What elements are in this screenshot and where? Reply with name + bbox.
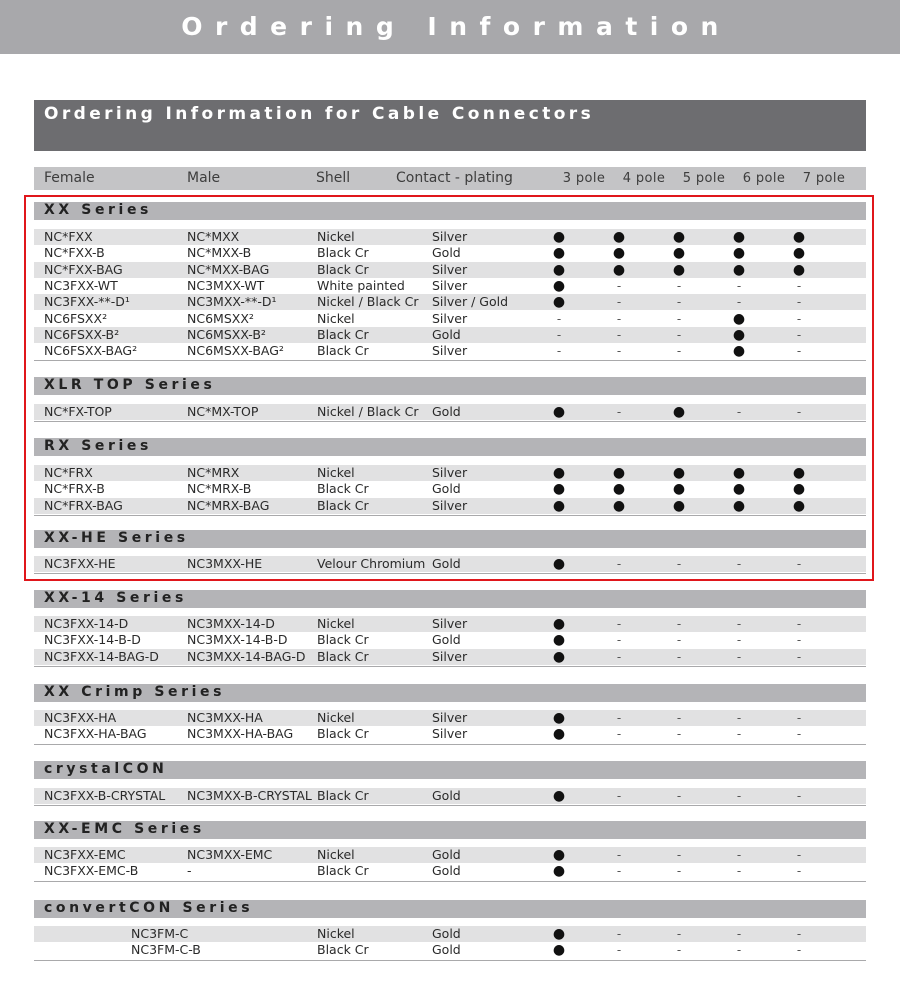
cell-shell: Black Cr bbox=[317, 261, 369, 277]
pole-7-mark: - bbox=[796, 633, 802, 648]
pole-7-mark: - bbox=[796, 344, 802, 359]
pole-3-mark: ● bbox=[552, 616, 566, 632]
section-title-bar bbox=[34, 100, 866, 151]
pole-6-mark: - bbox=[736, 727, 742, 742]
pole-3-mark: ● bbox=[552, 294, 566, 311]
cell-male: NC3MXX-HE bbox=[187, 556, 263, 571]
cell-male: NC3MXX-EMC bbox=[187, 847, 273, 862]
pole-7-mark: - bbox=[796, 557, 802, 571]
pole-6-mark: - bbox=[736, 848, 742, 862]
cell-plating: Gold bbox=[432, 481, 461, 497]
pole-3-mark: ● bbox=[552, 245, 566, 262]
pole-5-mark: - bbox=[676, 943, 682, 958]
pole-7-mark: ● bbox=[792, 481, 806, 498]
cell-shell: Black Cr bbox=[317, 726, 369, 742]
pole-7-mark: ● bbox=[792, 497, 806, 514]
cell-shell: Nickel bbox=[317, 616, 355, 631]
pole-5-mark: - bbox=[676, 633, 682, 648]
cell-plating: Gold bbox=[432, 632, 461, 648]
pole-6-mark: ● bbox=[732, 310, 746, 327]
series-title: RX Series bbox=[44, 438, 152, 454]
cell-female: NC3FXX-14-B-D bbox=[44, 632, 141, 648]
pole-5-mark: - bbox=[676, 311, 682, 326]
pole-7-mark: - bbox=[796, 278, 802, 293]
section-title: Ordering Information for Cable Connectors bbox=[44, 104, 595, 124]
pole-6-mark: ● bbox=[732, 229, 746, 245]
cell-male: NC3MXX-WT bbox=[187, 277, 265, 293]
pole-5-mark: ● bbox=[672, 481, 686, 498]
table-row bbox=[34, 649, 866, 665]
cell-female: NC3FXX-HA-BAG bbox=[44, 726, 147, 742]
col-shell: Shell bbox=[316, 170, 351, 186]
cell-male: NC*MRX-BAG bbox=[187, 497, 270, 513]
pole-6-mark: - bbox=[736, 617, 742, 631]
cell-plating: Silver bbox=[432, 726, 468, 742]
pole-3-mark: ● bbox=[552, 926, 566, 942]
pole-4-mark: - bbox=[616, 727, 622, 742]
pole-3-mark: ● bbox=[552, 726, 566, 743]
pole-3-mark: ● bbox=[552, 710, 566, 726]
table-row bbox=[34, 926, 866, 942]
cell-plating: Gold bbox=[432, 942, 461, 958]
pole-4-mark: - bbox=[616, 848, 622, 862]
pole-3-mark: - bbox=[556, 327, 562, 342]
table-row bbox=[34, 863, 866, 879]
cell-plating: Silver bbox=[432, 497, 468, 513]
pole-7-mark: ● bbox=[792, 229, 806, 245]
cell-shell: Velour Chromium bbox=[317, 556, 426, 571]
cell-male: NC3FM-C bbox=[131, 926, 189, 941]
pole-5-mark: - bbox=[676, 327, 682, 342]
series-header bbox=[34, 761, 866, 779]
pole-6-mark: - bbox=[736, 557, 742, 571]
cell-plating: Silver bbox=[432, 310, 468, 326]
series-title: XX-14 Series bbox=[44, 590, 187, 606]
cell-female: NC3FXX-14-BAG-D bbox=[44, 648, 159, 664]
cell-plating: Silver bbox=[432, 343, 468, 359]
cell-male: NC6MSXX-B² bbox=[187, 326, 266, 342]
cell-plating: Gold bbox=[432, 847, 461, 862]
cell-male: NC*MXX bbox=[187, 229, 240, 244]
pole-6-mark: - bbox=[736, 927, 742, 941]
cell-shell: Black Cr bbox=[317, 632, 369, 648]
pole-6-mark: - bbox=[736, 711, 742, 725]
cell-female: NC3FXX-**-D¹ bbox=[44, 294, 130, 310]
series-header bbox=[34, 590, 866, 608]
pole-7-mark: - bbox=[796, 649, 802, 664]
pole-4-mark: - bbox=[616, 633, 622, 648]
pole-4-mark: - bbox=[616, 864, 622, 879]
cell-female: NC*FXX-B bbox=[44, 245, 105, 261]
pole-4-mark: - bbox=[616, 617, 622, 631]
cell-female: NC3FXX-HE bbox=[44, 556, 116, 571]
series-title: crystalCON bbox=[44, 761, 168, 777]
pole-4-mark: - bbox=[616, 295, 622, 310]
cell-shell: Black Cr bbox=[317, 497, 369, 513]
cell-shell: Black Cr bbox=[317, 942, 369, 958]
pole-5-mark: - bbox=[676, 557, 682, 571]
cell-male: NC3FM-C-B bbox=[131, 942, 201, 958]
col-female: Female bbox=[44, 170, 95, 186]
pole-7-mark: - bbox=[796, 848, 802, 862]
group-divider bbox=[34, 805, 866, 806]
pole-3-mark: ● bbox=[552, 556, 566, 572]
col-4-pole: 4 pole bbox=[622, 171, 666, 186]
cell-shell: Nickel / Black Cr bbox=[317, 404, 419, 419]
cell-shell: Black Cr bbox=[317, 343, 369, 359]
pole-3-mark: ● bbox=[552, 481, 566, 498]
pole-5-mark: - bbox=[676, 617, 682, 631]
pole-5-mark: ● bbox=[672, 497, 686, 514]
cell-male: NC3MXX-14-D bbox=[187, 616, 275, 631]
cell-male: NC6MSXX-BAG² bbox=[187, 343, 284, 359]
table-row bbox=[34, 726, 866, 742]
cell-female: NC*FRX-B bbox=[44, 481, 105, 497]
cell-shell: Nickel bbox=[317, 710, 355, 725]
cell-male: NC6MSXX² bbox=[187, 310, 254, 326]
table-row bbox=[34, 632, 866, 648]
cell-shell: Black Cr bbox=[317, 326, 369, 342]
col-contact-plating: Contact - plating bbox=[396, 170, 513, 186]
cell-female: NC3FXX-EMC-B bbox=[44, 863, 139, 879]
cell-shell: Black Cr bbox=[317, 245, 369, 261]
col-3-pole: 3 pole bbox=[562, 171, 606, 186]
cell-female: NC6FSXX² bbox=[44, 310, 108, 326]
pole-5-mark: - bbox=[676, 295, 682, 310]
cell-plating: Silver bbox=[432, 277, 468, 293]
pole-3-mark: ● bbox=[552, 863, 566, 880]
pole-6-mark: - bbox=[736, 405, 742, 419]
cell-shell: Black Cr bbox=[317, 648, 369, 664]
pole-7-mark: ● bbox=[792, 465, 806, 481]
cell-female: NC3FXX-WT bbox=[44, 277, 118, 293]
group-divider bbox=[34, 881, 866, 882]
pole-4-mark: - bbox=[616, 311, 622, 326]
cell-male: NC3MXX-**-D¹ bbox=[187, 294, 277, 310]
cell-plating: Silver bbox=[432, 648, 468, 664]
pole-5-mark: ● bbox=[672, 245, 686, 262]
col-7-pole: 7 pole bbox=[802, 171, 846, 186]
pole-6-mark: - bbox=[736, 943, 742, 958]
pole-7-mark: - bbox=[796, 943, 802, 958]
cell-female: NC*FXX-BAG bbox=[44, 261, 123, 277]
pole-6-mark: - bbox=[736, 649, 742, 664]
col-6-pole: 6 pole bbox=[742, 171, 786, 186]
pole-5-mark: - bbox=[676, 711, 682, 725]
cell-male: NC3MXX-HA-BAG bbox=[187, 726, 294, 742]
cell-shell: White painted bbox=[317, 277, 405, 293]
pole-3-mark: - bbox=[556, 311, 562, 326]
pole-7-mark: - bbox=[796, 311, 802, 326]
series-header bbox=[34, 684, 866, 702]
table-row bbox=[34, 710, 866, 726]
pole-4-mark: - bbox=[616, 405, 622, 419]
cell-male: NC*MXX-BAG bbox=[187, 261, 270, 277]
cell-male: NC*MX-TOP bbox=[187, 404, 259, 419]
pole-4-mark: - bbox=[616, 943, 622, 958]
pole-7-mark: - bbox=[796, 789, 802, 803]
pole-6-mark: ● bbox=[732, 343, 746, 360]
cell-male: NC3MXX-14-B-D bbox=[187, 632, 288, 648]
cell-male: NC3MXX-B-CRYSTAL bbox=[187, 788, 312, 803]
cell-male: NC*MXX-B bbox=[187, 245, 252, 261]
pole-4-mark: - bbox=[616, 557, 622, 571]
pole-5-mark: - bbox=[676, 649, 682, 664]
pole-6-mark: - bbox=[736, 295, 742, 310]
cell-female: NC3FXX-14-D bbox=[44, 616, 129, 631]
pole-7-mark: - bbox=[796, 711, 802, 725]
pole-6-mark: - bbox=[736, 278, 742, 293]
pole-5-mark: - bbox=[676, 344, 682, 359]
pole-4-mark: - bbox=[616, 327, 622, 342]
pole-4-mark: ● bbox=[612, 245, 626, 262]
cell-plating: Gold bbox=[432, 863, 461, 879]
pole-4-mark: ● bbox=[612, 481, 626, 498]
pole-3-mark: - bbox=[556, 344, 562, 359]
cell-plating: Gold bbox=[432, 326, 461, 342]
pole-4-mark: - bbox=[616, 789, 622, 803]
series-title: XX Series bbox=[44, 202, 152, 218]
cell-plating: Gold bbox=[432, 788, 461, 803]
cell-female: NC3FXX-EMC bbox=[44, 847, 126, 862]
cell-plating: Gold bbox=[432, 245, 461, 261]
pole-5-mark: - bbox=[676, 927, 682, 941]
cell-plating: Silver bbox=[432, 710, 468, 725]
cell-male: NC3MXX-14-BAG-D bbox=[187, 648, 306, 664]
pole-4-mark: ● bbox=[612, 261, 626, 278]
group-divider bbox=[34, 666, 866, 667]
series-header bbox=[34, 821, 866, 839]
pole-4-mark: - bbox=[616, 649, 622, 664]
series-title: convertCON Series bbox=[44, 900, 254, 916]
pole-5-mark: ● bbox=[672, 404, 686, 420]
series-title: XLR TOP Series bbox=[44, 377, 216, 393]
pole-4-mark: ● bbox=[612, 465, 626, 481]
cell-male: NC*MRX bbox=[187, 465, 240, 480]
pole-6-mark: - bbox=[736, 864, 742, 879]
cell-female: NC*FRX-BAG bbox=[44, 497, 123, 513]
pole-5-mark: - bbox=[676, 789, 682, 803]
pole-3-mark: ● bbox=[552, 847, 566, 863]
pole-3-mark: ● bbox=[552, 404, 566, 420]
cell-shell: Nickel bbox=[317, 926, 355, 941]
highlight-box bbox=[24, 195, 874, 581]
pole-3-mark: ● bbox=[552, 788, 566, 804]
cell-plating: Silver bbox=[432, 616, 468, 631]
pole-4-mark: ● bbox=[612, 497, 626, 514]
cell-female: NC*FXX bbox=[44, 229, 93, 244]
pole-7-mark: - bbox=[796, 617, 802, 631]
pole-5-mark: - bbox=[676, 278, 682, 293]
pole-7-mark: - bbox=[796, 927, 802, 941]
series-title: XX Crimp Series bbox=[44, 684, 226, 700]
pole-4-mark: - bbox=[616, 711, 622, 725]
top-banner bbox=[0, 0, 900, 54]
cell-shell: Nickel bbox=[317, 310, 355, 326]
cell-female: NC6FSXX-B² bbox=[44, 326, 120, 342]
cell-female: NC3FXX-HA bbox=[44, 710, 117, 725]
pole-6-mark: ● bbox=[732, 245, 746, 262]
pole-6-mark: ● bbox=[732, 497, 746, 514]
pole-6-mark: - bbox=[736, 789, 742, 803]
table-row bbox=[34, 942, 866, 958]
cell-shell: Nickel bbox=[317, 229, 355, 244]
pole-5-mark: ● bbox=[672, 229, 686, 245]
pole-7-mark: - bbox=[796, 405, 802, 419]
pole-7-mark: - bbox=[796, 864, 802, 879]
pole-4-mark: ● bbox=[612, 229, 626, 245]
series-header bbox=[34, 900, 866, 918]
pole-3-mark: ● bbox=[552, 632, 566, 649]
col-male: Male bbox=[187, 170, 221, 186]
banner-title: Ordering Information bbox=[181, 12, 731, 41]
cell-plating: Gold bbox=[432, 556, 461, 571]
col-5-pole: 5 pole bbox=[682, 171, 726, 186]
pole-6-mark: ● bbox=[732, 465, 746, 481]
pole-4-mark: - bbox=[616, 927, 622, 941]
cell-shell: Nickel bbox=[317, 465, 355, 480]
cell-plating: Gold bbox=[432, 404, 461, 419]
cell-female: NC6FSXX-BAG² bbox=[44, 343, 138, 359]
pole-4-mark: - bbox=[616, 278, 622, 293]
cell-plating: Silver bbox=[432, 261, 468, 277]
series-title: XX-HE Series bbox=[44, 530, 189, 546]
cell-shell: Black Cr bbox=[317, 481, 369, 497]
pole-3-mark: ● bbox=[552, 497, 566, 514]
cell-shell: Nickel / Black Cr bbox=[317, 294, 419, 310]
pole-7-mark: ● bbox=[792, 245, 806, 262]
group-divider bbox=[34, 960, 866, 961]
pole-5-mark: - bbox=[676, 848, 682, 862]
pole-3-mark: ● bbox=[552, 648, 566, 665]
cell-male: NC3MXX-HA bbox=[187, 710, 263, 725]
pole-3-mark: ● bbox=[552, 942, 566, 959]
pole-6-mark: - bbox=[736, 633, 742, 648]
series-title: XX-EMC Series bbox=[44, 821, 205, 837]
pole-5-mark: - bbox=[676, 727, 682, 742]
cell-plating: Gold bbox=[432, 926, 461, 941]
pole-6-mark: ● bbox=[732, 326, 746, 343]
column-header-row bbox=[34, 167, 866, 190]
cell-male: - bbox=[187, 863, 192, 879]
cell-shell: Black Cr bbox=[317, 863, 369, 879]
cell-female: NC*FRX bbox=[44, 465, 93, 480]
pole-7-mark: - bbox=[796, 295, 802, 310]
cell-male: NC*MRX-B bbox=[187, 481, 252, 497]
pole-6-mark: ● bbox=[732, 261, 746, 278]
pole-7-mark: - bbox=[796, 727, 802, 742]
table-row bbox=[34, 616, 866, 632]
table-row bbox=[34, 847, 866, 863]
group-divider bbox=[34, 744, 866, 745]
cell-female: NC*FX-TOP bbox=[44, 404, 112, 419]
table-row bbox=[34, 788, 866, 804]
pole-3-mark: ● bbox=[552, 261, 566, 278]
cell-plating: Silver bbox=[432, 465, 468, 480]
pole-5-mark: - bbox=[676, 864, 682, 879]
pole-6-mark: ● bbox=[732, 481, 746, 498]
cell-plating: Silver bbox=[432, 229, 468, 244]
pole-7-mark: ● bbox=[792, 261, 806, 278]
cell-shell: Black Cr bbox=[317, 788, 369, 803]
pole-3-mark: ● bbox=[552, 229, 566, 245]
pole-3-mark: ● bbox=[552, 465, 566, 481]
cell-plating: Silver / Gold bbox=[432, 294, 509, 310]
pole-5-mark: ● bbox=[672, 261, 686, 278]
cell-female: NC3FXX-B-CRYSTAL bbox=[44, 788, 166, 803]
pole-3-mark: ● bbox=[552, 277, 566, 294]
pole-4-mark: - bbox=[616, 344, 622, 359]
cell-shell: Nickel bbox=[317, 847, 355, 862]
pole-5-mark: ● bbox=[672, 465, 686, 481]
pole-7-mark: - bbox=[796, 327, 802, 342]
